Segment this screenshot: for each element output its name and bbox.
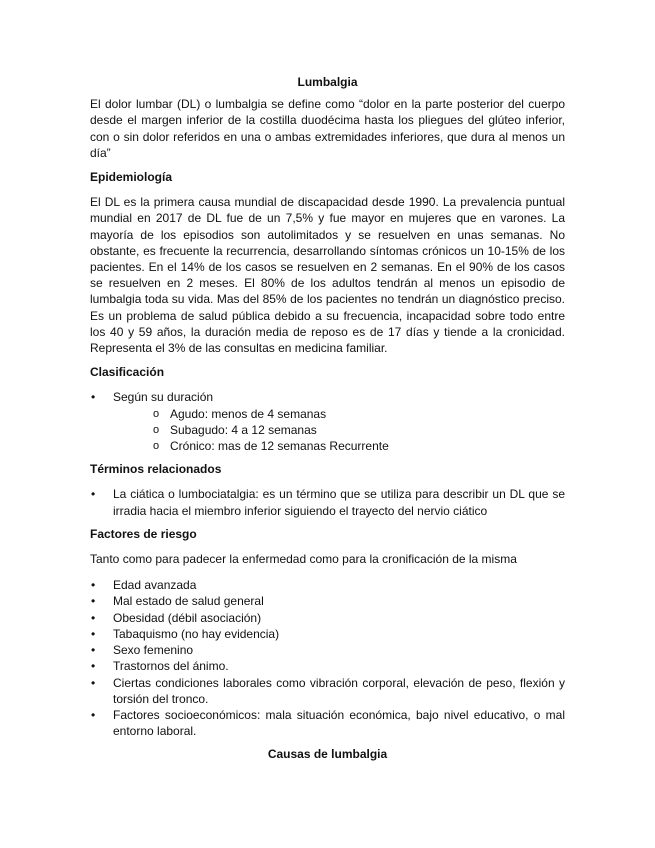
list-item: • Tabaquismo (no hay evidencia)	[90, 626, 565, 642]
related-terms-list	[90, 486, 565, 518]
list-item: • Mal estado de salud general	[90, 593, 565, 609]
epidemiology-paragraph: El DL es la primera causa mundial de discapacidad desde 1990. La prevalencia puntual mundial en 2017 de DL fue de un 7,5% y fue mayor en mujeres que en varones. La mayoría de los episodios son autolimitados y se resuelven en unas semanas. No obstante, es frecuente la recurrencia, desarrollando síntomas crónicos un 10-15% de los pacientes. En el 14% de los casos se resuelven en 2 semanas. En el 90% de los casos se resuelven en 2 meses. El 80% de los adultos tendrán al menos un episodio de lumbalgia toda su vida. Mas del 85% de los pacientes no tendrán un diagnóstico preciso. Es un problema de salud pública debido a su frecuencia, incapacidad sobre todo entre los 40 y 59 años, la duración media de reposo es de 17 días y tiende a la cronicidad. Representa el 3% de las consultas en medicina familiar.	[90, 195, 565, 356]
sublist-item: o Agudo: menos de 4 semanas	[113, 406, 565, 422]
related-terms-heading: Términos relacionados	[90, 462, 222, 477]
risk-factors-intro: Tanto como para padecer la enfermedad como para la cronificación de la misma	[90, 552, 517, 567]
list-item: • Trastornos del ánimo.	[90, 658, 565, 674]
classification-item-label: Según su duración	[113, 390, 214, 405]
list-item: • Sexo femenino	[90, 642, 565, 658]
classification-item	[90, 389, 565, 454]
list-item: • Factores socioeconómicos: mala situación económica, bajo nivel educativo, o mal entorno laboral.	[90, 707, 565, 739]
risk-factors-list	[90, 577, 565, 739]
epidemiology-heading: Epidemiología	[90, 170, 173, 185]
list-item: • Ciertas condiciones laborales como vibración corporal, elevación de peso, flexión y torsión del tronco.	[90, 675, 565, 707]
list-item: • La ciática o lumbociatalgia: es un término que se utiliza para describir un DL que se irradia hacia el miembro inferior siguiendo el trayecto del nervio ciático	[90, 486, 565, 518]
sublist-item: o Subagudo: 4 a 12 semanas	[113, 422, 565, 438]
duration-sublist	[113, 406, 565, 455]
sublist-item: o Crónico: mas de 12 semanas Recurrente	[113, 438, 565, 454]
classification-list	[90, 389, 565, 454]
list-item: • Obesidad (débil asociación)	[90, 610, 565, 626]
causes-heading: Causas de lumbalgia	[267, 747, 388, 762]
document-title: Lumbalgia	[297, 75, 358, 89]
classification-heading: Clasificación	[90, 365, 165, 380]
risk-factors-heading: Factores de riesgo	[90, 526, 197, 541]
intro-paragraph: El dolor lumbar (DL) o lumbalgia se define como “dolor en la parte posterior del cuerpo desde el margen inferior de la costilla duodécima hasta los pliegues del glúteo inferior, con o sin dolor referidos en una o ambas extremidades inferiores, que dura al menos un día”	[90, 97, 565, 160]
list-item: • Edad avanzada	[90, 577, 565, 593]
